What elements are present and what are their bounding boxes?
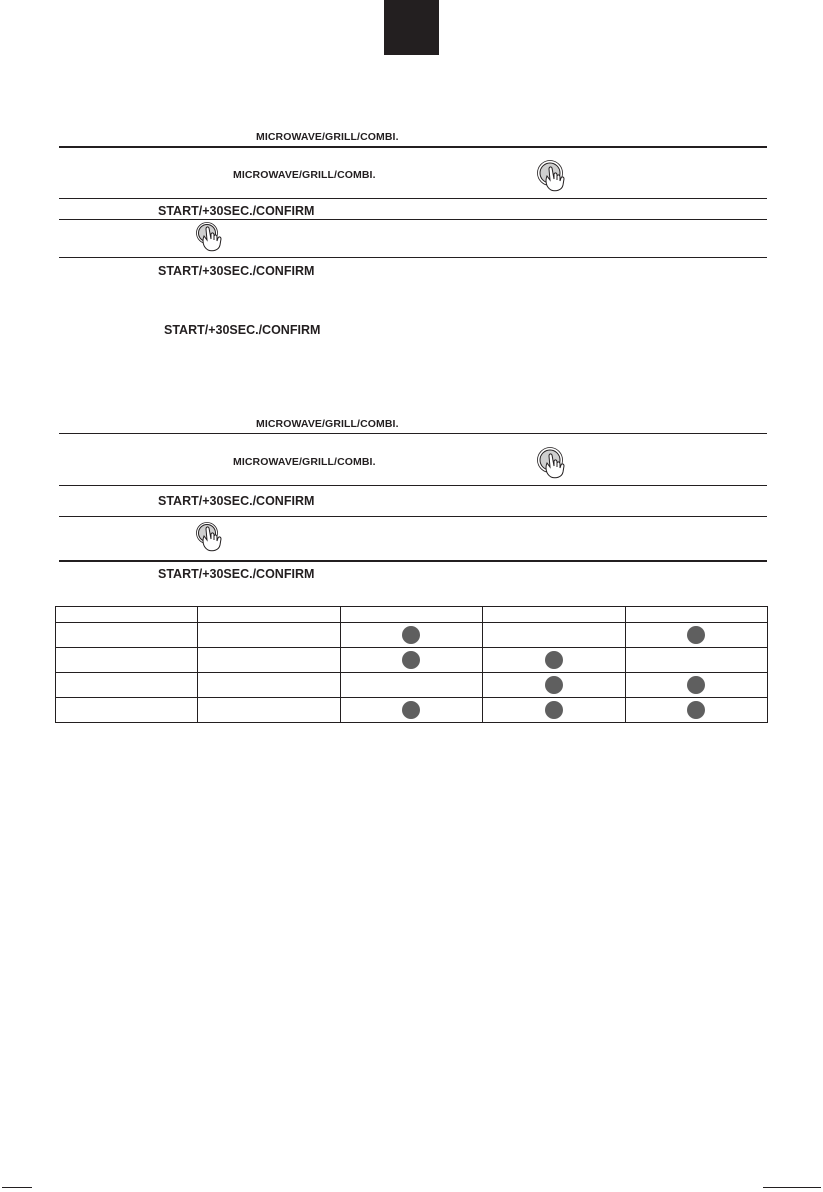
section-b-step4-label: START/+30SEC./CONFIRM xyxy=(158,567,315,581)
indicator-dot-icon xyxy=(687,676,705,694)
section-b-top-rule xyxy=(59,433,767,434)
section-a-header-label: MICROWAVE/GRILL/COMBI. xyxy=(256,131,399,143)
section-b-step2-label: START/+30SEC./CONFIRM xyxy=(158,494,315,508)
crop-mark-left xyxy=(2,1187,32,1188)
section-a-rule-1 xyxy=(59,198,767,199)
indicator-dot-icon xyxy=(402,701,420,719)
table-cell xyxy=(483,623,625,648)
section-b-step1-label: MICROWAVE/GRILL/COMBI. xyxy=(233,456,376,468)
indicator-dot-icon xyxy=(687,626,705,644)
indicator-dot-icon xyxy=(545,701,563,719)
table-cell xyxy=(483,648,625,673)
indicator-dot-icon xyxy=(545,676,563,694)
table-cell xyxy=(483,673,625,698)
table-header-cell xyxy=(625,607,767,623)
table-cell xyxy=(340,673,482,698)
table-cell xyxy=(56,623,198,648)
section-a-note-label: START/+30SEC./CONFIRM xyxy=(164,323,321,337)
indicator-dot-icon xyxy=(545,651,563,669)
section-a-rule-2 xyxy=(59,219,767,220)
table-cell xyxy=(198,623,340,648)
dial-knob-icon xyxy=(193,217,233,257)
table-cell xyxy=(56,648,198,673)
section-a-rule-3 xyxy=(59,257,767,258)
table-cell xyxy=(198,673,340,698)
table-cell xyxy=(625,623,767,648)
table-cell xyxy=(625,648,767,673)
table-cell xyxy=(56,673,198,698)
section-a-step4-label: START/+30SEC./CONFIRM xyxy=(158,264,315,278)
table-row xyxy=(56,648,768,673)
section-b-header-label: MICROWAVE/GRILL/COMBI. xyxy=(256,418,399,430)
section-a-step2-label: START/+30SEC./CONFIRM xyxy=(158,204,315,218)
table-cell xyxy=(56,698,198,723)
table-cell xyxy=(340,623,482,648)
table-cell xyxy=(625,673,767,698)
page-tab-marker xyxy=(384,0,439,55)
table-cell xyxy=(340,698,482,723)
section-b-rule-3 xyxy=(59,560,767,562)
table-row xyxy=(56,623,768,648)
dial-knob-icon xyxy=(193,517,233,557)
table-cell xyxy=(198,698,340,723)
table-header-cell xyxy=(483,607,625,623)
table-cell xyxy=(625,698,767,723)
table-cell xyxy=(198,648,340,673)
table-header-cell xyxy=(340,607,482,623)
dial-knob-icon xyxy=(530,154,570,194)
table-header-cell xyxy=(198,607,340,623)
indicator-dot-icon xyxy=(402,626,420,644)
dial-knob-icon xyxy=(530,442,570,482)
section-b-rule-1 xyxy=(59,485,767,486)
crop-mark-right xyxy=(763,1187,821,1188)
section-a-step1-label: MICROWAVE/GRILL/COMBI. xyxy=(233,169,376,181)
table-cell xyxy=(340,648,482,673)
section-b-rule-2 xyxy=(59,516,767,517)
table-cell xyxy=(483,698,625,723)
table-row xyxy=(56,673,768,698)
table-row xyxy=(56,698,768,723)
page-footer-crop-marks xyxy=(0,1187,823,1190)
table-header-row xyxy=(56,607,768,623)
section-a-top-rule xyxy=(59,146,767,148)
mode-indicator-table xyxy=(55,606,768,723)
table-header-cell xyxy=(56,607,198,623)
indicator-dot-icon xyxy=(687,701,705,719)
indicator-dot-icon xyxy=(402,651,420,669)
